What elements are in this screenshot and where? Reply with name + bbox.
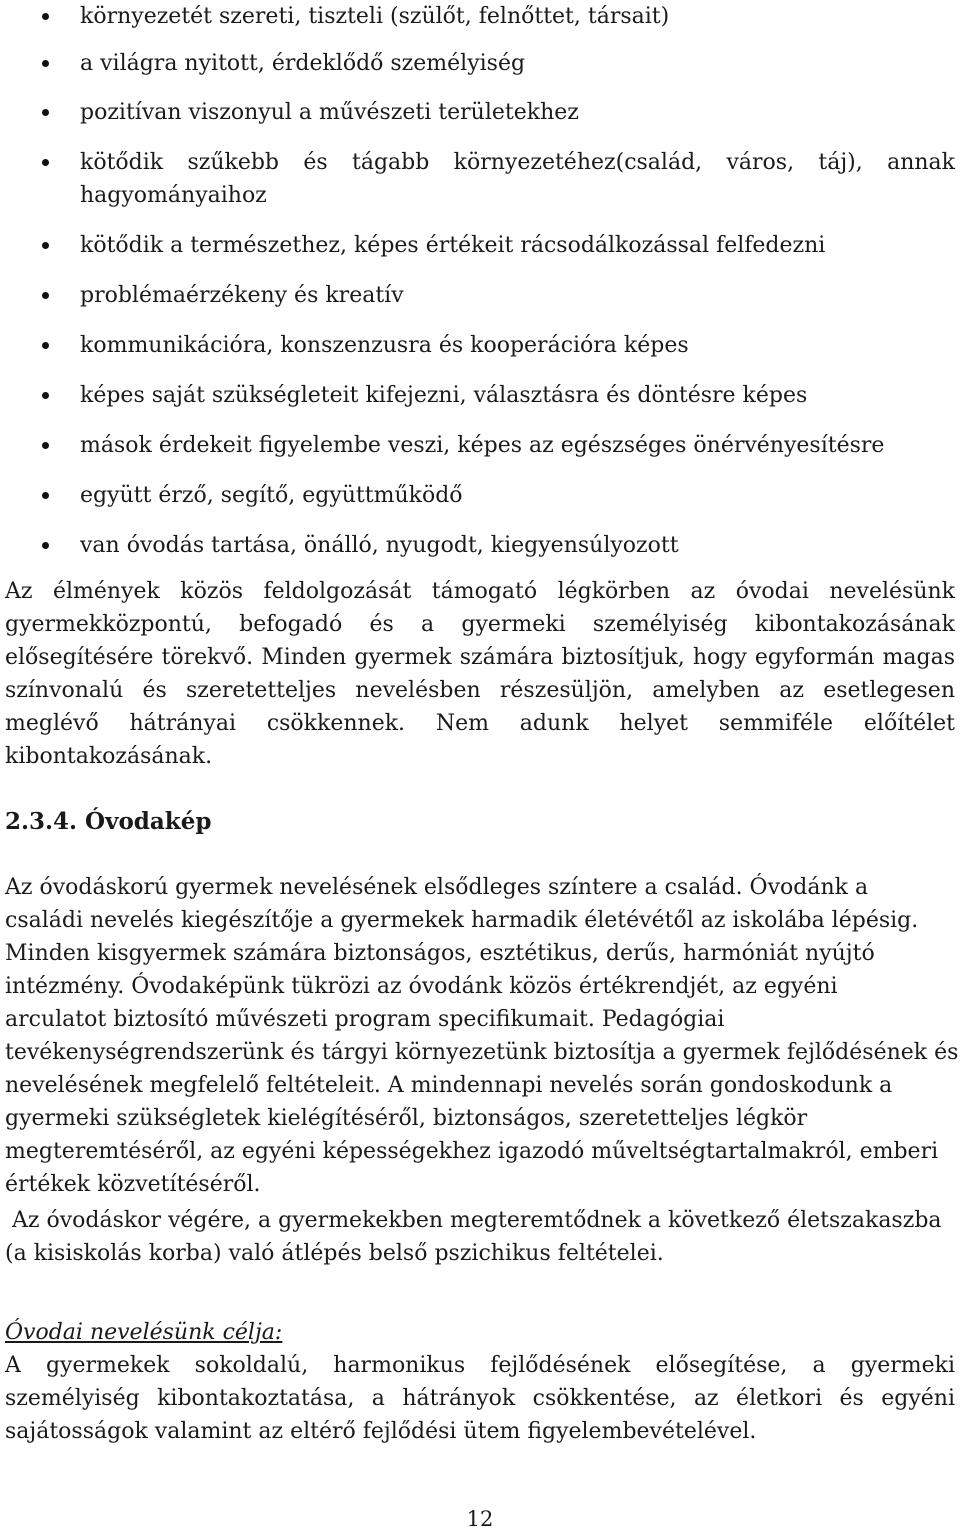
paragraph-goal xyxy=(5,1349,955,1448)
bullet-icon xyxy=(42,242,49,249)
bullet-icon xyxy=(42,542,49,549)
bullet-icon xyxy=(42,159,49,166)
page-number: 12 xyxy=(466,1507,494,1531)
list-item-text: kötődik a természethez, képes értékeit rácsodálkozással felfedezni xyxy=(80,233,826,258)
paragraph-line: gyermekközpontú, befogadó és a gyermeki személyiség kibontakozásának xyxy=(5,612,955,637)
paragraph-line: személyiség kibontakoztatása, a hátrányok csökkentése, az életkori és egyéni xyxy=(5,1386,955,1411)
paragraph-line: elősegítésére törekvő. Minden gyermek számára biztosítjuk, hogy egyformán magas xyxy=(5,645,955,670)
bullet-icon xyxy=(42,292,49,299)
list-item-text: környezetét szereti, tiszteli (szülőt, felnőttet, társait) xyxy=(80,4,670,29)
bullet-icon xyxy=(42,60,49,67)
list-item-text: pozitívan viszonyul a művészeti területekhez xyxy=(80,100,579,125)
paragraph-line: gyermeki szükségletek kielégítéséről, biztonságos, szeretetteljes légkör xyxy=(5,1106,808,1131)
bullet-icon xyxy=(42,109,49,116)
list-item-text: problémaérzékeny és kreatív xyxy=(80,283,404,308)
list-item-text: hagyományaihoz xyxy=(80,183,267,208)
bullet-icon xyxy=(42,442,49,449)
paragraph-line: megteremtéséről, az egyéni képességekhez igazodó műveltségtartalmakról, emberi xyxy=(5,1139,939,1164)
section-heading: 2.3.4. Óvodakép xyxy=(5,808,212,835)
subheading-goal: Óvodai nevelésünk célja: xyxy=(5,1320,283,1345)
paragraph-end-of-kindergarten xyxy=(5,1204,955,1270)
paragraph-experiences xyxy=(5,575,955,773)
list-item-text: kommunikációra, konszenzusra és kooperációra képes xyxy=(80,333,689,358)
paragraph-line: családi nevelés kiegészítője a gyermekek harmadik életévétől az iskolába lépésig. xyxy=(5,908,919,933)
list-item-text: a világra nyitott, érdeklődő személyiség xyxy=(80,51,526,76)
paragraph-line: A gyermekek sokoldalú, harmonikus fejlődésének elősegítése, a gyermeki xyxy=(5,1353,955,1378)
list-item-text: kötődik szűkebb és tágabb környezetéhez(család, város, táj), annak xyxy=(80,150,955,175)
paragraph-line: Minden kisgyermek számára biztonságos, esztétikus, derűs, harmóniát nyújtó xyxy=(5,941,875,966)
paragraph-kindergarten-image xyxy=(5,871,959,1201)
paragraph-line: (a kisiskolás korba) való átlépés belső pszichikus feltételei. xyxy=(5,1241,664,1266)
paragraph-line: színvonalú és szeretetteljes nevelésben részesüljön, amelyben az esetlegesen xyxy=(5,678,955,703)
paragraph-line: nevelésének megfelelő feltételeit. A mindennapi nevelés során gondoskodunk a xyxy=(5,1073,893,1098)
paragraph-line: Az óvodáskor végére, a gyermekekben megteremtődnek a következő életszakaszba xyxy=(5,1208,942,1233)
list-item-text: együtt érző, segítő, együttműködő xyxy=(80,483,463,508)
list-item-text: képes saját szükségleteit kifejezni, választásra és döntésre képes xyxy=(80,383,808,408)
paragraph-line: intézmény. Óvodaképünk tükrözi az óvodánk közös értékrendjét, az egyéni xyxy=(5,974,838,999)
paragraph-line: Az óvodáskorú gyermek nevelésének elsődleges színtere a család. Óvodánk a xyxy=(5,875,869,900)
bullet-icon xyxy=(42,392,49,399)
bullet-icon xyxy=(42,342,49,349)
paragraph-line: értékek közvetítéséről. xyxy=(5,1172,261,1197)
paragraph-line: tevékenységrendszerünk és tárgyi környezetünk biztosítja a gyermek fejlődésének és xyxy=(5,1040,959,1065)
paragraph-line: arculatot biztosító művészeti program specifikumait. Pedagógiai xyxy=(5,1007,725,1032)
bullet-icon xyxy=(42,13,49,20)
paragraph-line: Az élmények közös feldolgozását támogató légkörben az óvodai nevelésünk xyxy=(5,579,955,604)
list-item-text: van óvodás tartása, önálló, nyugodt, kiegyensúlyozott xyxy=(80,533,679,558)
paragraph-line: kibontakozásának. xyxy=(5,744,213,769)
paragraph-line: sajátosságok valamint az eltérő fejlődési ütem figyelembevételével. xyxy=(5,1419,757,1444)
paragraph-line: meglévő hátrányai csökkennek. Nem adunk helyet semmiféle előítélet xyxy=(5,711,955,736)
list-item-text: mások érdekeit figyelembe veszi, képes az egészséges önérvényesítésre xyxy=(80,433,885,458)
bullet-icon xyxy=(42,492,49,499)
